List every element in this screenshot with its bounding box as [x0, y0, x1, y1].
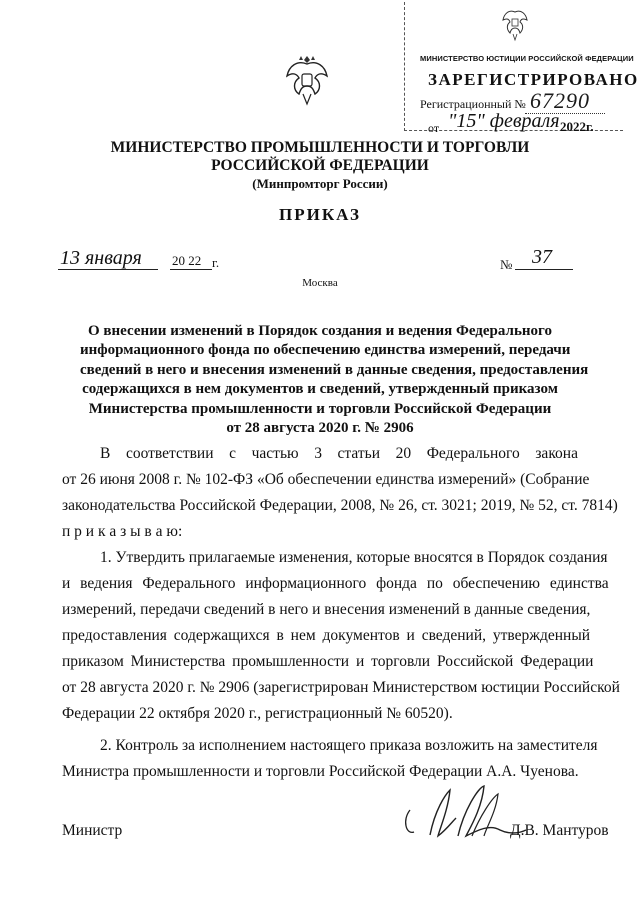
- subject-line: О внесении изменений в Порядок создания и ведения Федерального: [88, 323, 552, 339]
- preamble-order-word: п р и к а з ы в а ю:: [62, 523, 183, 540]
- preamble-word: 20: [395, 445, 412, 462]
- subject-line: сведений в него и внесения изменений в данные сведения, предоставления: [80, 361, 589, 378]
- preamble-word: 3: [314, 445, 322, 462]
- item1-line: и ведения Федерального информационного фонда по обеспечению единства: [62, 575, 609, 592]
- stamp-date-handwritten: "15" февраля: [448, 110, 560, 132]
- item2-line: 2. Контроль за исполнением настоящего приказа возложить на заместителя: [100, 737, 598, 754]
- subject-line: содержащихся в нем документов и сведений, утвержденный приказом: [82, 381, 558, 398]
- order-date-handwritten: 13 января: [60, 247, 142, 269]
- preamble-word: статьи: [337, 445, 380, 462]
- preamble-line-1: [62, 441, 578, 467]
- order-date-underline: [58, 269, 158, 270]
- order-year-underline: [170, 269, 212, 270]
- item1-line: приказом Министерства промышленности и торговли Российской Федерации: [62, 653, 594, 670]
- signer-title: Министр: [62, 822, 123, 839]
- preamble-word: с: [229, 445, 237, 462]
- order-number-handwritten: 37: [532, 246, 552, 268]
- preamble-word: частью: [251, 445, 299, 462]
- ministry-short-name: (Минпромторг России): [252, 176, 388, 191]
- item2-line: Министра промышленности и торговли Российской Федерации А.А. Чуенова.: [62, 763, 579, 780]
- ministry-name-line1: МИНИСТЕРСТВО ПРОМЫШЛЕННОСТИ И ТОРГОВЛИ: [110, 139, 530, 156]
- order-item-1: [62, 545, 620, 727]
- signer-name: Д.В. Мантуров: [510, 822, 609, 839]
- document-type-title: ПРИКАЗ: [279, 205, 361, 224]
- subject-line: от 28 августа 2020 г. № 2906: [226, 420, 414, 437]
- preamble-line-3: законодательства Российской Федерации, 2008, № 26, ст. 3021; 2019, № 52, ст. 7814): [62, 497, 618, 514]
- preamble: [62, 441, 618, 545]
- order-year-suffix: г.: [212, 255, 220, 270]
- preamble-line-2: от 26 июня 2008 г. № 102-ФЗ «Об обеспечении единства измерений» (Собрание: [62, 471, 590, 488]
- subject-line: Министерства промышленности и торговли Российской Федерации: [88, 400, 552, 417]
- coat-of-arms-emblem: [283, 52, 331, 108]
- preamble-word: Федерального: [426, 445, 520, 462]
- order-year-handwritten: 20 22: [172, 253, 202, 268]
- order-number-sign: №: [500, 257, 513, 272]
- stamp-emblem: [500, 6, 530, 42]
- order-subject: [80, 322, 589, 438]
- order-city: Москва: [302, 277, 338, 289]
- subject-line: информационного фонда по обеспечению единства измерений, передачи: [80, 342, 571, 359]
- preamble-word: закона: [535, 445, 578, 462]
- stamp-ministry-name: МИНИСТЕРСТВО ЮСТИЦИИ РОССИЙСКОЙ ФЕДЕРАЦИИ: [420, 54, 634, 63]
- ministry-name-line2: РОССИЙСКОЙ ФЕДЕРАЦИИ: [211, 157, 429, 174]
- preamble-word: В: [100, 445, 111, 462]
- stamp-registration-number: 67290: [530, 88, 590, 113]
- item1-line: измерений, передачи сведений в него и внесения изменений в данные сведения,: [62, 601, 591, 618]
- order-number-underline: [515, 269, 573, 270]
- stamp-date-prefix: от: [428, 121, 440, 135]
- stamp-registration-label: Регистрационный №: [420, 97, 526, 111]
- item1-line: предоставления содержащихся в нем документов и сведений, утвержденный: [62, 627, 591, 644]
- stamp-registered-label: ЗАРЕГИСТРИРОВАНО: [428, 70, 639, 89]
- item1-line: 1. Утвердить прилагаемые изменения, которые вносятся в Порядок создания: [100, 549, 608, 566]
- preamble-word: соответствии: [125, 445, 214, 462]
- stamp-date-year: 2022г.: [560, 119, 594, 134]
- order-item-2: [62, 733, 598, 785]
- item1-line: Федерации 22 октября 2020 г., регистрационный № 60520).: [62, 705, 453, 722]
- item1-line: от 28 августа 2020 г. № 2906 (зарегистрирован Министерством юстиции Российской: [62, 679, 620, 696]
